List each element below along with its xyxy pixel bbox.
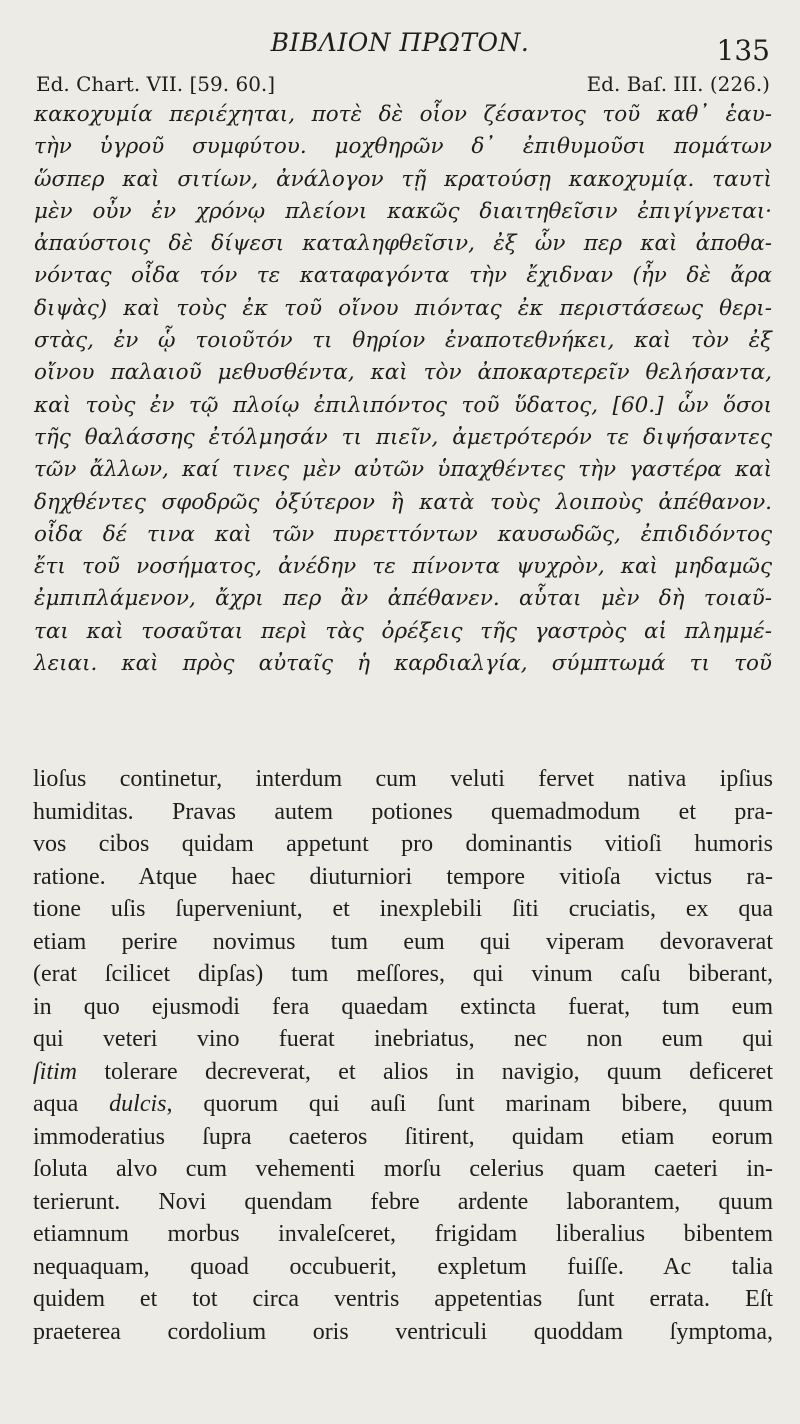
italic-word: ſitim <box>33 1058 78 1085</box>
greek-text-line: τῶν ἄλλων, καί τινες μὲν αὐτῶν ὑπαχθέντες τὴν γαστέρα καὶ <box>34 457 772 483</box>
greek-text-line: τὴν ὑγροῦ συμφύτου. μοχθηρῶν δ᾽ ἐπιθυμοῦσι πομάτων <box>34 134 772 160</box>
latin-text-line <box>33 926 773 959</box>
text-segment: (erat ſcilicet dipſas) tum meſſores, qui vinum caſu biberant, <box>33 961 773 987</box>
text-segment: lioſus continetur, interdum cum veluti fervet nativa ipſius <box>33 766 773 792</box>
latin-text-line <box>33 893 773 926</box>
text-segment: aqua <box>33 1091 110 1117</box>
text-segment: ratione. Atque haec diuturniori tempore vitioſa victus ra- <box>33 863 773 890</box>
text-segment: humiditas. Pravas autem potiones quemadmodum et pra- <box>33 798 773 825</box>
text-segment: vos cibos quidam appetunt pro dominantis vitioſi humoris <box>33 831 773 857</box>
greek-text-line: ται καὶ τοσαῦται περὶ τὰς ὀρέξεις τῆς γαστρὸς αἱ πλημμέ- <box>34 618 772 644</box>
latin-text-line <box>33 763 773 796</box>
edition-chart-reference: Ed. Chart. VII. [59. 60.] <box>36 72 276 96</box>
greek-text-line: κακοχυμία περιέχηται, ποτὲ δὲ οἷον ζέσαντος τοῦ καθ᾽ ἑαυ- <box>34 102 772 127</box>
latin-text-line <box>33 1023 773 1056</box>
latin-text-line <box>33 1056 773 1089</box>
latin-text-line <box>33 958 773 991</box>
greek-text-line: διψὰς) καὶ τοὺς ἐκ τοῦ οἴνου πιόντας ἐκ περιστάσεως θερι- <box>34 295 772 321</box>
greek-text-line: ἐμπιπλάμενον, ἄχρι περ ἂν ἀπέθανεν. αὗται μὲν δὴ τοιαῦ- <box>34 586 772 612</box>
greek-text-line: νόντας οἶδα τόν τε καταφαγόντα τὴν ἔχιδναν (ἦν δὲ ἄρα <box>34 263 772 289</box>
text-segment: quidem et tot circa ventris appetentias ſunt errata. Eſt <box>33 1286 773 1312</box>
italic-word: dulcis <box>109 1091 167 1117</box>
latin-text-column <box>33 763 773 1348</box>
latin-text-line <box>33 861 773 894</box>
text-segment: praeterea cordolium oris ventriculi quoddam ſymptoma, <box>33 1318 773 1345</box>
latin-text-line <box>33 1088 773 1121</box>
text-segment: tolerare decreverat, et alios in navigio, quum deficeret <box>77 1058 773 1085</box>
greek-text-line: ἔτι τοῦ νοσήματος, ἀνέδην τε πίνοντα ψυχρὸν, καὶ μηδαμῶς <box>34 554 772 580</box>
latin-text-line <box>33 1186 773 1219</box>
latin-text-line <box>33 1121 773 1154</box>
greek-text-line: λειαι. καὶ πρὸς αὐταῖς ἡ καρδιαλγία, σύμπτωμά τι τοῦ <box>34 651 772 677</box>
text-segment: , quorum qui auſi ſunt marinam bibere, quum <box>166 1091 773 1117</box>
greek-text-line: ἀπαύστοις δὲ δίψεσι καταληφθεῖσιν, ἐξ ὧν περ καὶ ἀποθα- <box>34 231 772 257</box>
greek-text-line: στὰς, ἐν ᾧ τοιοῦτόν τι θηρίον ἐναποτεθνήκει, καὶ τὸν ἐξ <box>34 328 772 354</box>
text-segment: ſoluta alvo cum vehementi morſu celerius quam caeteri in- <box>33 1156 773 1182</box>
greek-text-line: οἶδα δέ τινα καὶ τῶν πυρεττόντων καυσωδῶς, ἐπιδιδόντος <box>34 521 772 547</box>
text-segment: etiamnum morbus invaleſceret, frigidam liberalius bibentem <box>33 1221 773 1247</box>
text-segment: nequaquam, quoad occubuerit, expletum fuiſſe. Ac talia <box>33 1253 773 1280</box>
text-segment: etiam perire novimus tum eum qui viperam devoraverat <box>33 928 773 955</box>
text-segment: immoderatius ſupra caeteros ſitirent, quidam etiam eorum <box>33 1123 773 1150</box>
latin-text-line <box>33 1251 773 1284</box>
greek-text-line: οἴνου παλαιοῦ μεθυσθέντα, καὶ τὸν ἀποκαρτερεῖν θελήσαντα, <box>34 360 772 386</box>
greek-text-line: μὲν οὖν ἐν χρόνῳ πλείονι κακῶς διαιτηθεῖσιν ἐπιγίγνεται· <box>34 198 772 224</box>
greek-text-column <box>34 99 772 680</box>
edition-basel-reference: Ed. Baſ. III. (226.) <box>586 72 770 96</box>
greek-text-line: δηχθέντες σφοδρῶς ὀξύτερον ἢ κατὰ τοὺς λοιποὺς ἀπέθανον. <box>34 489 772 515</box>
latin-text-line <box>33 828 773 861</box>
latin-text-line <box>33 1316 773 1349</box>
page-number: 135 <box>716 34 770 67</box>
text-segment: terierunt. Novi quendam febre ardente laborantem, quum <box>33 1188 773 1215</box>
greek-text-line: ὥσπερ καὶ σιτίων, ἀνάλογον τῇ κρατούσῃ κακοχυμίᾳ. ταυτὶ <box>34 166 772 192</box>
latin-text-line <box>33 1218 773 1251</box>
greek-text-line: τῆς θαλάσσης ἐτόλμησάν τι πιεῖν, ἀμετρότερόν τε διψήσαντες <box>34 424 772 450</box>
latin-text-line <box>33 796 773 829</box>
latin-text-line <box>33 1153 773 1186</box>
greek-text-line: καὶ τοὺς ἐν τῷ πλοίῳ ἐπιλιπόντος τοῦ ὕδατος, [60.] ὧν ὅσοι <box>34 392 772 418</box>
latin-text-line <box>33 1283 773 1316</box>
latin-text-line <box>33 991 773 1024</box>
text-segment: qui veteri vino fuerat inebriatus, nec non eum qui <box>33 1026 773 1052</box>
edition-references <box>36 72 770 96</box>
running-title: ΒΙΒΛΙΟΝ ΠΡΩΤΟΝ. <box>270 28 530 57</box>
text-segment: tione uſis ſuperveniunt, et inexplebili ſiti cruciatis, ex qua <box>33 896 773 922</box>
text-segment: in quo ejusmodi fera quaedam extincta fuerat, tum eum <box>33 993 773 1020</box>
